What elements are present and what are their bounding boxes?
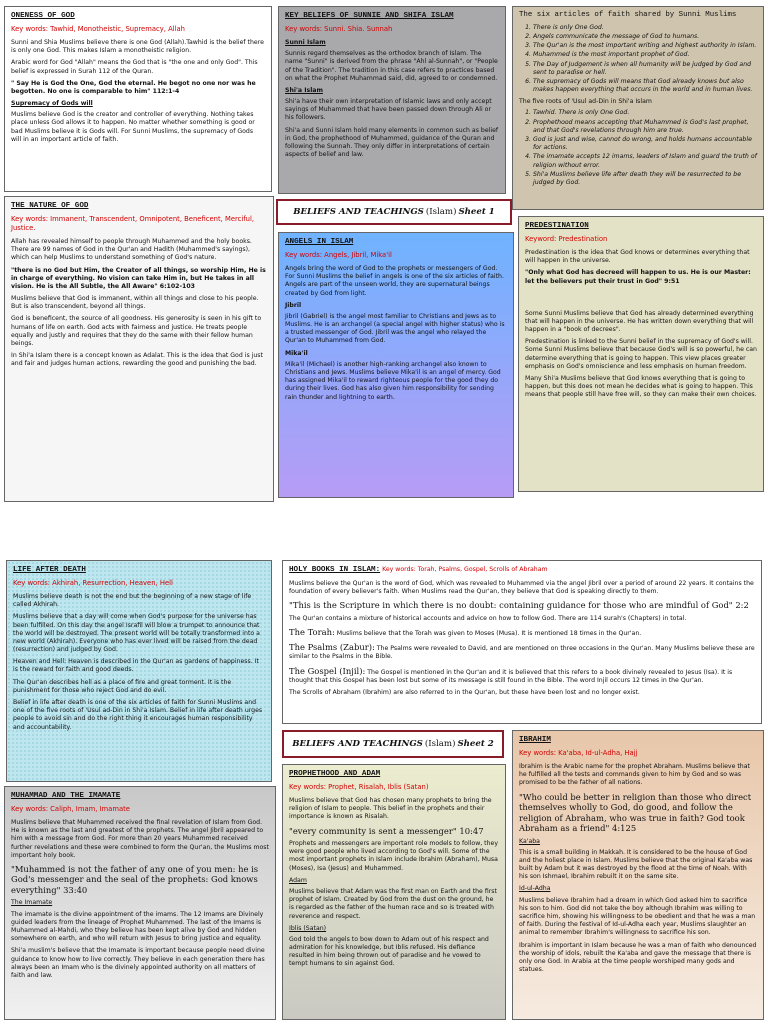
quote: "Muhammed is not the father of any one of you men: he is God's messenger and the seal of the prophets: God knows everything" 33:40 [11,863,259,895]
quote: "every community is sent a messenger" 10:47 [289,825,484,836]
paragraph: Shi'a have their own interpretation of Islamic laws and only accept sayings of Muhammed that have been passed down through Ali or his followers. [285,98,492,122]
gospel-heading: The Gospel (Injil): [289,665,366,676]
psalms-paragraph [289,642,755,661]
list-item: 4. The imamate accepts 12 imams, leaders of Islam and guard the truth of religion without error. [533,153,757,169]
list-item: 1. There is only One God. [533,24,757,32]
section-header [289,565,755,575]
banner-religion: (Islam) [425,207,457,217]
sunni-shia-section [278,6,506,194]
torah-heading: The Torah: [289,627,335,638]
section-title: KEY BELIEFS OF SUNNIE AND SHIFA ISLAM [285,12,454,20]
psalms-heading: The Psalms (Zabur): [289,642,375,653]
keywords: Key words: Angels, Jibril, Mika'il [285,251,392,260]
paragraph: Muslims believe that God is immanent, within all things and close to his people. But is also transcendent, beyond all things. [11,295,259,311]
banner-sheet: Sheet 2 [457,739,494,749]
paragraph: The imamate is the divine appointment of the imams. The 12 Imams are Divinely guided leaders from the lineage of Prophet Muhammed. The last of the Imams is Muhammed al-Mahdi, who they believe has been kept alive by God and hidden somewhere on earth, and who will return with Jesus to bring justice and equality. [11,910,264,943]
section-title: PROPHETHOOD AND ADAM [289,770,381,778]
paragraph: Muslims believe that Adam was the first man on Earth and the first prophet of Islam. Created by God from the dust on the ground, he is regarded as the father of the human race and so is treated with reverence and respect. [289,887,497,920]
paragraph: Predestination is linked to the Sunni belief in the supremacy of God's will. Some Sunni Muslims believe that because God's will is so powerful, he can determine everything that is going to happen. This view places greater emphasis on God's omniscience and less emphasis on human freedom. [525,338,757,370]
paragraph: This is a small building in Makkah. It is considered to be the house of God and the holiest place in Islam. Muslims believe that the original Ka'aba was built by Adam but it was destroyed by the flood at the time of Noah. With his son Ishmael, Ibrahim rebuilt it on the same site. [519,848,753,881]
ibrahim-section [512,730,764,1020]
keywords: Key words: Torah, Psalms, Gospel, Scrolls of Abraham [382,566,548,573]
paragraph: Sunni and Shia Muslims believe there is one God (Allah).Tawhid is the belief there is only one God. This makes Islam a monotheistic religion. [11,38,264,55]
subheading: The Imamate [11,899,53,907]
paragraph: Predestination is the idea that God knows or determines everything that will happen in the universe. [525,248,750,265]
keywords: Key words: Caliph, Imam, Imamate [11,805,130,814]
list-item: 5. Shi'a Muslims believe life after death they will be resurrected to be judged by God. [533,171,757,187]
torah-paragraph [289,627,755,638]
paragraph: Many Shi'a Muslims believe that God knows everything that is going to happen, but this does not mean he decides what is going to happen. This means that people still have free will, so they can make their own choices. [525,375,757,399]
paragraph: In Shi'a Islam there is a concept known as Adalat. This is the idea that God is just and fair and judges human actions, rewarding the good and punishing the bad. [11,352,263,368]
paragraph: Angels bring the word of God to the prophets or messengers of God. For Sunni Muslims the belief in angels is one of the six articles of faith. Angels are part of the unseen world, they are supernatural beings created by God from light. [285,264,504,297]
list-item: 6. The supremacy of Gods will means that God already knows but also makes happen everything that occurs in the world and in human lives. [533,78,757,94]
paragraph: Muslims believe God is the creator and controller of everything. Nothing takes place unless God allows it to happen. No matter whether something is good or bad Muslims believe it is Gods will. For Sunni Muslims, the supremacy of Gods will in an important article of faith. [11,111,255,143]
section-title: LIFE AFTER DEATH [13,566,86,574]
subheading: Ka'aba [519,837,540,845]
keywords: Key words: Prophet, Risalah, Iblis (Satan) [289,783,429,792]
oneness-of-god-section [4,6,272,192]
section-title: ONENESS OF GOD [11,12,75,20]
paragraph: The Qur'an contains a mixture of historical accounts and advice on how to follow God. There are 114 surah's (Chapters) in total. [289,614,687,622]
subheading: Adam [289,876,307,884]
psalms-text: The Psalms were revealed to David, and are mentioned on three occasions in the Qur'an. Many Muslims believe these are similar to the Psalms in the Bible. [289,645,755,661]
articles-list [519,24,757,95]
keywords: Key words: Ka'aba, Id-ul-Adha, Hajj [519,749,638,758]
subheading: Iblis (Satan) [289,924,327,932]
six-articles-section [512,6,764,210]
roots-list [519,109,757,187]
list-item: 1. Tawhid. There is only One God. [533,109,757,117]
paragraph: Mika'il (Michael) is another high-ranking archangel also known to Christians and Jews. Muslims believe Mika'il is an angel of mercy. God has assigned Mika'il to reward righteous people for the good they do during their lives. God has also given him responsibility for sending rain thunder and lightning to earth. [285,360,501,401]
life-after-death-section [6,560,272,782]
quote: "Only what God has decreed will happen to us. He is our Master: let the believers put their trust in God" 9:51 [525,269,751,285]
subheading: Supremacy of Gods will [11,100,93,108]
nature-of-god-section [4,196,274,502]
keywords: Key words: Tawhid, Monotheistic, Supremacy, Allah [11,25,185,34]
paragraph: Arabic word for God "Allah" means the God that is "the one and only God". This belief is expressed in Surah 112 of the Quran. [11,59,258,75]
muhammad-imamate-section [4,786,276,1020]
predestination-section [518,216,764,492]
section-title: IBRAHIM [519,736,551,744]
subheading: Shi'a Islam [285,86,323,94]
paragraph: Shi'a muslim's believe that the Imamate is important because people need divine guidance to know how to live correctly. They believe in each generation there has always been an Imam who is the divinely appointed authority on all matters of faith and law. [11,947,265,979]
section-title: HOLY BOOKS IN ISLAM: [289,566,381,574]
sheet2-banner [282,730,504,758]
paragraph: Muslims believe that God has chosen many prophets to bring the religion of Islam to people. This belief in the prophets and their importance is known as Risalah. [289,796,492,821]
paragraph: Sunnis regard themselves as the orthodox branch of Islam. The name "Sunni" is derived from the phrase "Ahl al-Sunnah", or "People of the Tradition". The tradition in this case refers to practices based on what the Prophet Muhammad said, did, agreed to or condemned. [285,50,498,82]
sheet1-banner [276,199,512,225]
paragraph: Muslims believe death is not the end but the beginning of a new stage of life called Akhirah. [13,592,252,609]
quote: " Say He is God the One, God the eternal. He begot no one nor was he begotten. No one is comparable to him" 112:1-4 [11,79,256,95]
paragraph: God is beneficent, the source of all goodness. His generosity is seen in his gift to humans of life on earth. God acts with fairness and justice. He treats people equally and justly and requires that they do the same with their fellow human beings. [11,315,262,348]
paragraph: God told the angels to bow down to Adam out of his respect and admiration for his knowledge, but Iblis refused. His defiance resulted in him being thrown out of paradise and he vowed to tempt humans to sin against God. [289,935,489,968]
quote: "This is the Scripture in which there is no doubt: containing guidance for those who are mindful of God" 2:2 [289,600,749,611]
banner-sheet: Sheet 1 [458,207,495,217]
prophethood-adam-section [282,764,506,1020]
holy-books-section [282,560,762,724]
banner-title: BELIEFS AND TEACHINGS [293,207,424,217]
paragraph: Heaven and Hell: Heaven is described in the Qur'an as gardens of happiness. It is the reward for faith and good deeds. [13,658,259,674]
subheading: Id-ul-Adha [519,885,551,893]
paragraph: Muslims believe that a day will come when God's purpose for the universe has been fulfilled. On this day the angel Israfil will blow a trumpet to announce that the world will be destroyed. The present world will be totally transformed into a new world (Akhirah). Everyone who has ever lived will be raised from the dead (resurrection) and judged by God. [13,613,260,654]
banner-title: BELIEFS AND TEACHINGS [292,739,423,749]
list-item: 4. Muhammed is the most important prophet of God. [533,51,757,59]
subheading: The five roots of 'Usul ad-Din in Shi'a Islam [519,98,652,106]
paragraph: Shi'a and Sunni Islam hold many elements in common such as belief in God, the prophethood of Muhammed, guidance of the Quran and following the Sunnah. They only differ in interpretations of certain aspects of belief and law. [285,126,499,159]
paragraph: Ibrahim is important in Islam because he was a man of faith who denounced the worship of idols, rebuilt the Ka'aba and gave the message that there is only one God. In Arabia at the time people worshiped many gods and statues. [519,941,757,974]
keywords: Key words: Immanent, Transcendent, Omnipotent, Beneficent, Merciful, Justice. [11,215,255,232]
section-title: PREDESTINATION [525,222,589,230]
section-title: ANGELS IN ISLAM [285,238,354,246]
paragraph: Some Sunni Muslims believe that God has already determined everything that will happen in the universe. He has written down everything that will happen in a "book of decrees". [525,309,754,334]
gospel-text: The Gospel is mentioned in the Qur'an and it is believed that this refers to a book divinely revealed to Jesus (Isa). It is thought that this Gospel has been lost but some of its message is still found in the Bible. The word Injil occurs 12 times in the Qur'an. [289,668,733,684]
subheading: Jibril [285,301,302,309]
paragraph: Ibrahim is the Arabic name for the prophet Abraham. Muslims believe that he fulfilled all the tests and commands given to him by God and so was promised to be the father of all nations. [519,762,750,787]
paragraph: The Scrolls of Abraham (Ibrahim) are also referred to in the Qur'an, but these have been lost and no longer exist. [289,689,640,697]
paragraph: Jibril (Gabriel) is the angel most familiar to Christians and Jews as to Muslims. He is an archangel (a special angel with higher status) who is a trusted messenger of God. Jibril was the angel who relayed the Qur'an to Muhammed from God. [285,312,505,345]
paragraph: Muslims believe the Qur'an is the word of God, which was revealed to Muhammed via the angel Jibril over a period of around 22 years. It contains the foundation of every believer's faith. When Muslims read the Qur'an, they believe that God is speaking directly to them. [289,580,754,596]
torah-text: Muslims believe that the Torah was given to Moses (Musa). It is mentioned 18 times in the Qur'an. [336,630,642,638]
paragraph: Allah has revealed himself to people through Muhammed and the holy books. There are 99 names of God in the Qur'an and Hadith (Muhammed's sayings), which can help Muslims to understand something of God's nature. [11,237,252,262]
section-title: THE NATURE OF GOD [11,202,89,210]
list-item: 3. The Qur'an is the most important writing and highest authority in Islam. [533,42,757,50]
quote: "Who could be better in religion than those who direct themselves wholly to God, do good, and follow the religion of Abraham, who was true in faith? God took Abraham as a friend" 4:125 [519,791,752,834]
quote: "there is no God but Him, the Creator of all things, so worship Him, He is in charge of everything. No vision can take Him in, but He takes in all vision. He is the All Subtle, the All Aware" 6:102-103 [11,266,266,290]
paragraph: Muslims believe Ibrahim had a dream in which God asked him to sacrifice his son to him. God did not take the boy although Ibrahim was willing to sacrifice him, showing his willingness to be obedient and that he was a man of faith. During the festival of Id-ul-Adha each year, Muslims slaughter an animal to remember Ibrahim's willingness to sacrifice his son. [519,896,756,937]
list-item: 3. God is just and wise, cannot do wrong, and holds humans accountable for actions. [533,136,757,152]
subheading: Mika'il [285,349,308,357]
angels-section [278,232,514,498]
list-item: 5. The Day of Judgement is when all humanity will be judged by God and sent to paradise or hell. [533,61,757,77]
section-title: The six articles of faith shared by Sunni Muslims [519,11,737,19]
paragraph: Muslims believe that Muhammed received the final revelation of Islam from God. He is known as the last and greatest of the prophets. The angel Jibril appeared to him with a message from God. For more than 20 years Muhammed received further revelations and these were combined to form the Qur'an, the Muslims most important holy book. [11,818,269,859]
list-item: 2. Prophethood means accepting that Muhammed is God's last prophet, and that God's revelations through him are true. [533,119,757,135]
section-title: MUHAMMAD AND THE IMAMATE [11,792,121,800]
paragraph: Belief in life after death is one of the six articles of faith for Sunni Muslims and one of the five roots of 'Usul ad-Din in Shi'a Islam. Belief in life after death urges people to avoid sin and do the right thing it encourages human responsibility and accountability. [13,699,263,731]
banner-religion: (Islam) [424,739,456,749]
paragraph: The Qur'an describes hell as a place of fire and great torment. It is the punishment for those who reject God and do evil. [13,678,232,694]
gospel-paragraph [289,666,755,685]
keywords: Keyword: Predestination [525,235,608,244]
subheading: Sunni Islam [285,38,326,46]
keywords: Key words: Sunni. Shia. Sunnah [285,25,393,34]
list-item: 2. Angels communicate the message of God to humans. [533,33,757,41]
keywords: Key words: Akhirah, Resurrection, Heaven, Hell [13,579,173,588]
paragraph: Prophets and messengers are important role models to follow, they were good people who lived according to God's will. Some of the most important prophets in Islam include Ibrahim (Abraham), Musa (Moses), Isa (Jesus) and Muhammed. [289,840,499,872]
